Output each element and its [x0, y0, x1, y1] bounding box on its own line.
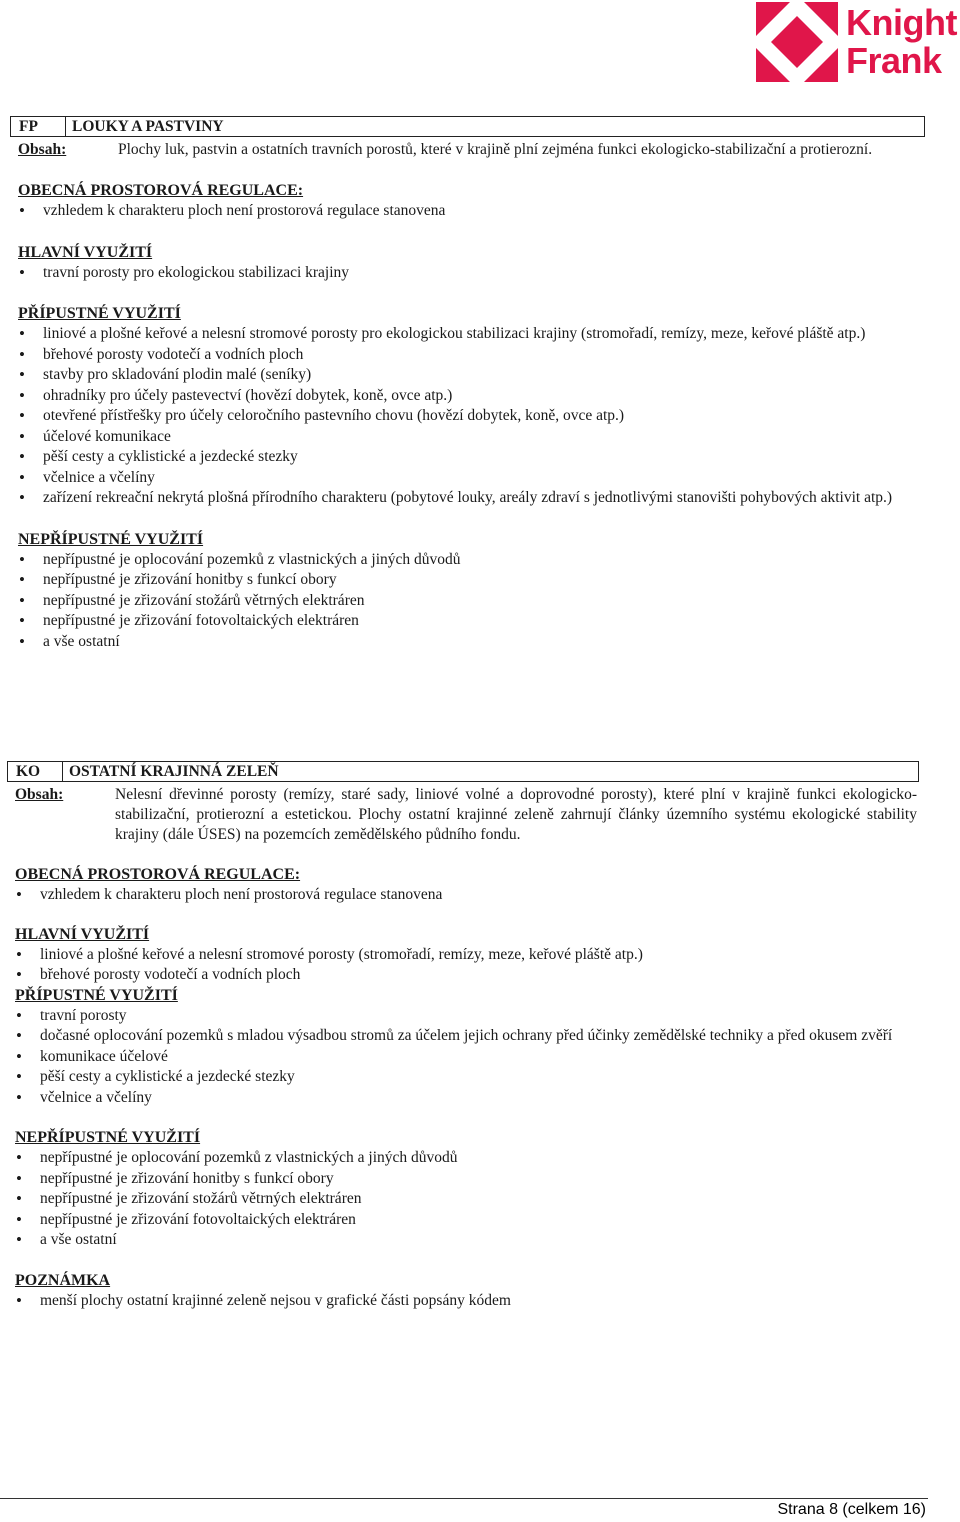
section-title: LOUKY A PASTVINY — [72, 117, 224, 135]
hlavni-heading: HLAVNÍ VYUŽITÍ — [18, 243, 153, 261]
obecna-heading: OBECNÁ PROSTOROVÁ REGULACE: — [15, 866, 301, 883]
hlavni-heading: HLAVNÍ VYUŽITÍ — [15, 925, 150, 943]
section-code: FP — [11, 117, 66, 136]
list-item: • stavby pro skladování plodin malé (seníky) — [10, 365, 925, 386]
section-fp — [10, 116, 925, 652]
knight-frank-logo — [756, 2, 960, 82]
nepripustne-heading: NEPŘÍPUSTNÉ VYUŽITÍ — [18, 530, 204, 548]
list-item: • komunikace účelové — [7, 1047, 919, 1068]
list-item: • břehové porosty vodotečí a vodních ploch — [10, 345, 925, 366]
section-header — [7, 761, 919, 782]
obsah-text: Nelesní dřevinné porosty (remízy, staré sady, liniové volné a doprovodné porosty), které plní v krajině funkci ekologicko-stabilizační, protierozní a estetickou. Plochy ostatní krajinné zeleně zahrnují články územního systému ekologické stability krajiny (dále ÚSES) na pozemcích zemědělského půdního fondu. — [115, 786, 917, 843]
pripustne-heading: PŘÍPUSTNÉ VYUŽITÍ — [15, 986, 178, 1004]
list-item: • travní porosty — [7, 1006, 919, 1027]
obsah-label: Obsah: — [15, 786, 64, 803]
list-item: • nepřípustné je zřizování fotovoltaických elektráren — [7, 1210, 919, 1231]
list-item: • pěší cesty a cyklistické a jezdecké stezky — [7, 1067, 919, 1088]
section-title: OSTATNÍ KRAJINNÁ ZELEŇ — [69, 762, 279, 780]
list-item: • liniové a plošné keřové a nelesní stromové porosty pro ekologickou stabilizaci krajiny (stromořadí, remízy, meze, keřové pláště atp.) — [10, 324, 925, 345]
hlavni-list — [10, 263, 925, 284]
poznamka-heading: POZNÁMKA — [15, 1271, 111, 1289]
footer-divider — [0, 1498, 928, 1499]
list-item: • účelové komunikace — [10, 427, 925, 448]
nepripustne-heading: NEPŘÍPUSTNÉ VYUŽITÍ — [15, 1129, 201, 1146]
nepripustne-list — [10, 550, 925, 653]
section-code: KO — [8, 762, 63, 781]
logo-mark-icon — [756, 2, 838, 82]
list-item: • a vše ostatní — [10, 632, 925, 653]
obsah-label: Obsah: — [18, 141, 67, 158]
pripustne-list — [7, 1006, 919, 1109]
list-item: • nepřípustné je oplocování pozemků z vlastnických a jiných důvodů — [7, 1148, 919, 1169]
list-item: • liniové a plošné keřové a nelesní stromové porosty (stromořadí, remízy, meze, keřové pláště atp.) — [7, 945, 919, 966]
pripustne-list — [10, 324, 925, 509]
obecna-list — [7, 885, 919, 906]
list-item: • ohradníky pro účely pastevectví (hovězí dobytek, koně, ovce atp.) — [10, 386, 925, 407]
nepripustne-list — [7, 1148, 919, 1251]
poznamka-list — [7, 1291, 919, 1312]
list-item: • včelnice a včelíny — [7, 1088, 919, 1109]
list-item: • vzhledem k charakteru ploch není prostorová regulace stanovena — [10, 201, 925, 222]
list-item: • břehové porosty vodotečí a vodních ploch — [7, 965, 919, 986]
list-item: • menší plochy ostatní krajinné zeleně nejsou v grafické části popsány kódem — [7, 1291, 919, 1312]
obsah-text: Plochy luk, pastvin a ostatních travních porostů, které v krajině plní zejména funkci ekologicko-stabilizační a protierozní. — [118, 141, 873, 158]
logo-line-1: Knight — [846, 2, 957, 43]
list-item: • dočasné oplocování pozemků s mladou výsadbou stromů za účelem jejich ochrany před účinky zemědělské techniky a před okusem zvěří — [7, 1026, 919, 1047]
obsah-row — [7, 785, 919, 845]
page-number: Strana 8 (celkem 16) — [777, 1501, 926, 1518]
list-item: • zařízení rekreační nekrytá plošná přírodního charakteru (pobytové louky, areály zdraví s jednotlivými stanovišti pohybových aktivit atp.) — [10, 488, 925, 509]
logo-line-2: Frank — [846, 40, 942, 81]
list-item: • otevřené přístřešky pro účely celoročního pastevního chovu (hovězí dobytek, koně, ovce atp.) — [10, 406, 925, 427]
list-item: • vzhledem k charakteru ploch není prostorová regulace stanovena — [7, 885, 919, 906]
list-item: • včelnice a včelíny — [10, 468, 925, 489]
obsah-row — [10, 140, 925, 160]
list-item: • a vše ostatní — [7, 1230, 919, 1251]
list-item: • nepřípustné je zřizování stožárů větrných elektráren — [7, 1189, 919, 1210]
section-ko — [7, 761, 919, 1311]
section-header — [10, 116, 925, 137]
list-item: • nepřípustné je zřizování stožárů větrných elektráren — [10, 591, 925, 612]
list-item: • nepřípustné je zřizování honitby s funkcí obory — [10, 570, 925, 591]
obecna-list — [10, 201, 925, 222]
pripustne-heading: PŘÍPUSTNÉ VYUŽITÍ — [18, 305, 181, 322]
obecna-heading: OBECNÁ PROSTOROVÁ REGULACE: — [18, 182, 304, 199]
logo-text — [846, 4, 957, 80]
list-item: • travní porosty pro ekologickou stabilizaci krajiny — [10, 263, 925, 284]
list-item: • nepřípustné je zřizování honitby s funkcí obory — [7, 1169, 919, 1190]
list-item: • nepřípustné je zřizování fotovoltaických elektráren — [10, 611, 925, 632]
list-item: • nepřípustné je oplocování pozemků z vlastnických a jiných důvodů — [10, 550, 925, 571]
list-item: • pěší cesty a cyklistické a jezdecké stezky — [10, 447, 925, 468]
hlavni-list — [7, 945, 919, 986]
